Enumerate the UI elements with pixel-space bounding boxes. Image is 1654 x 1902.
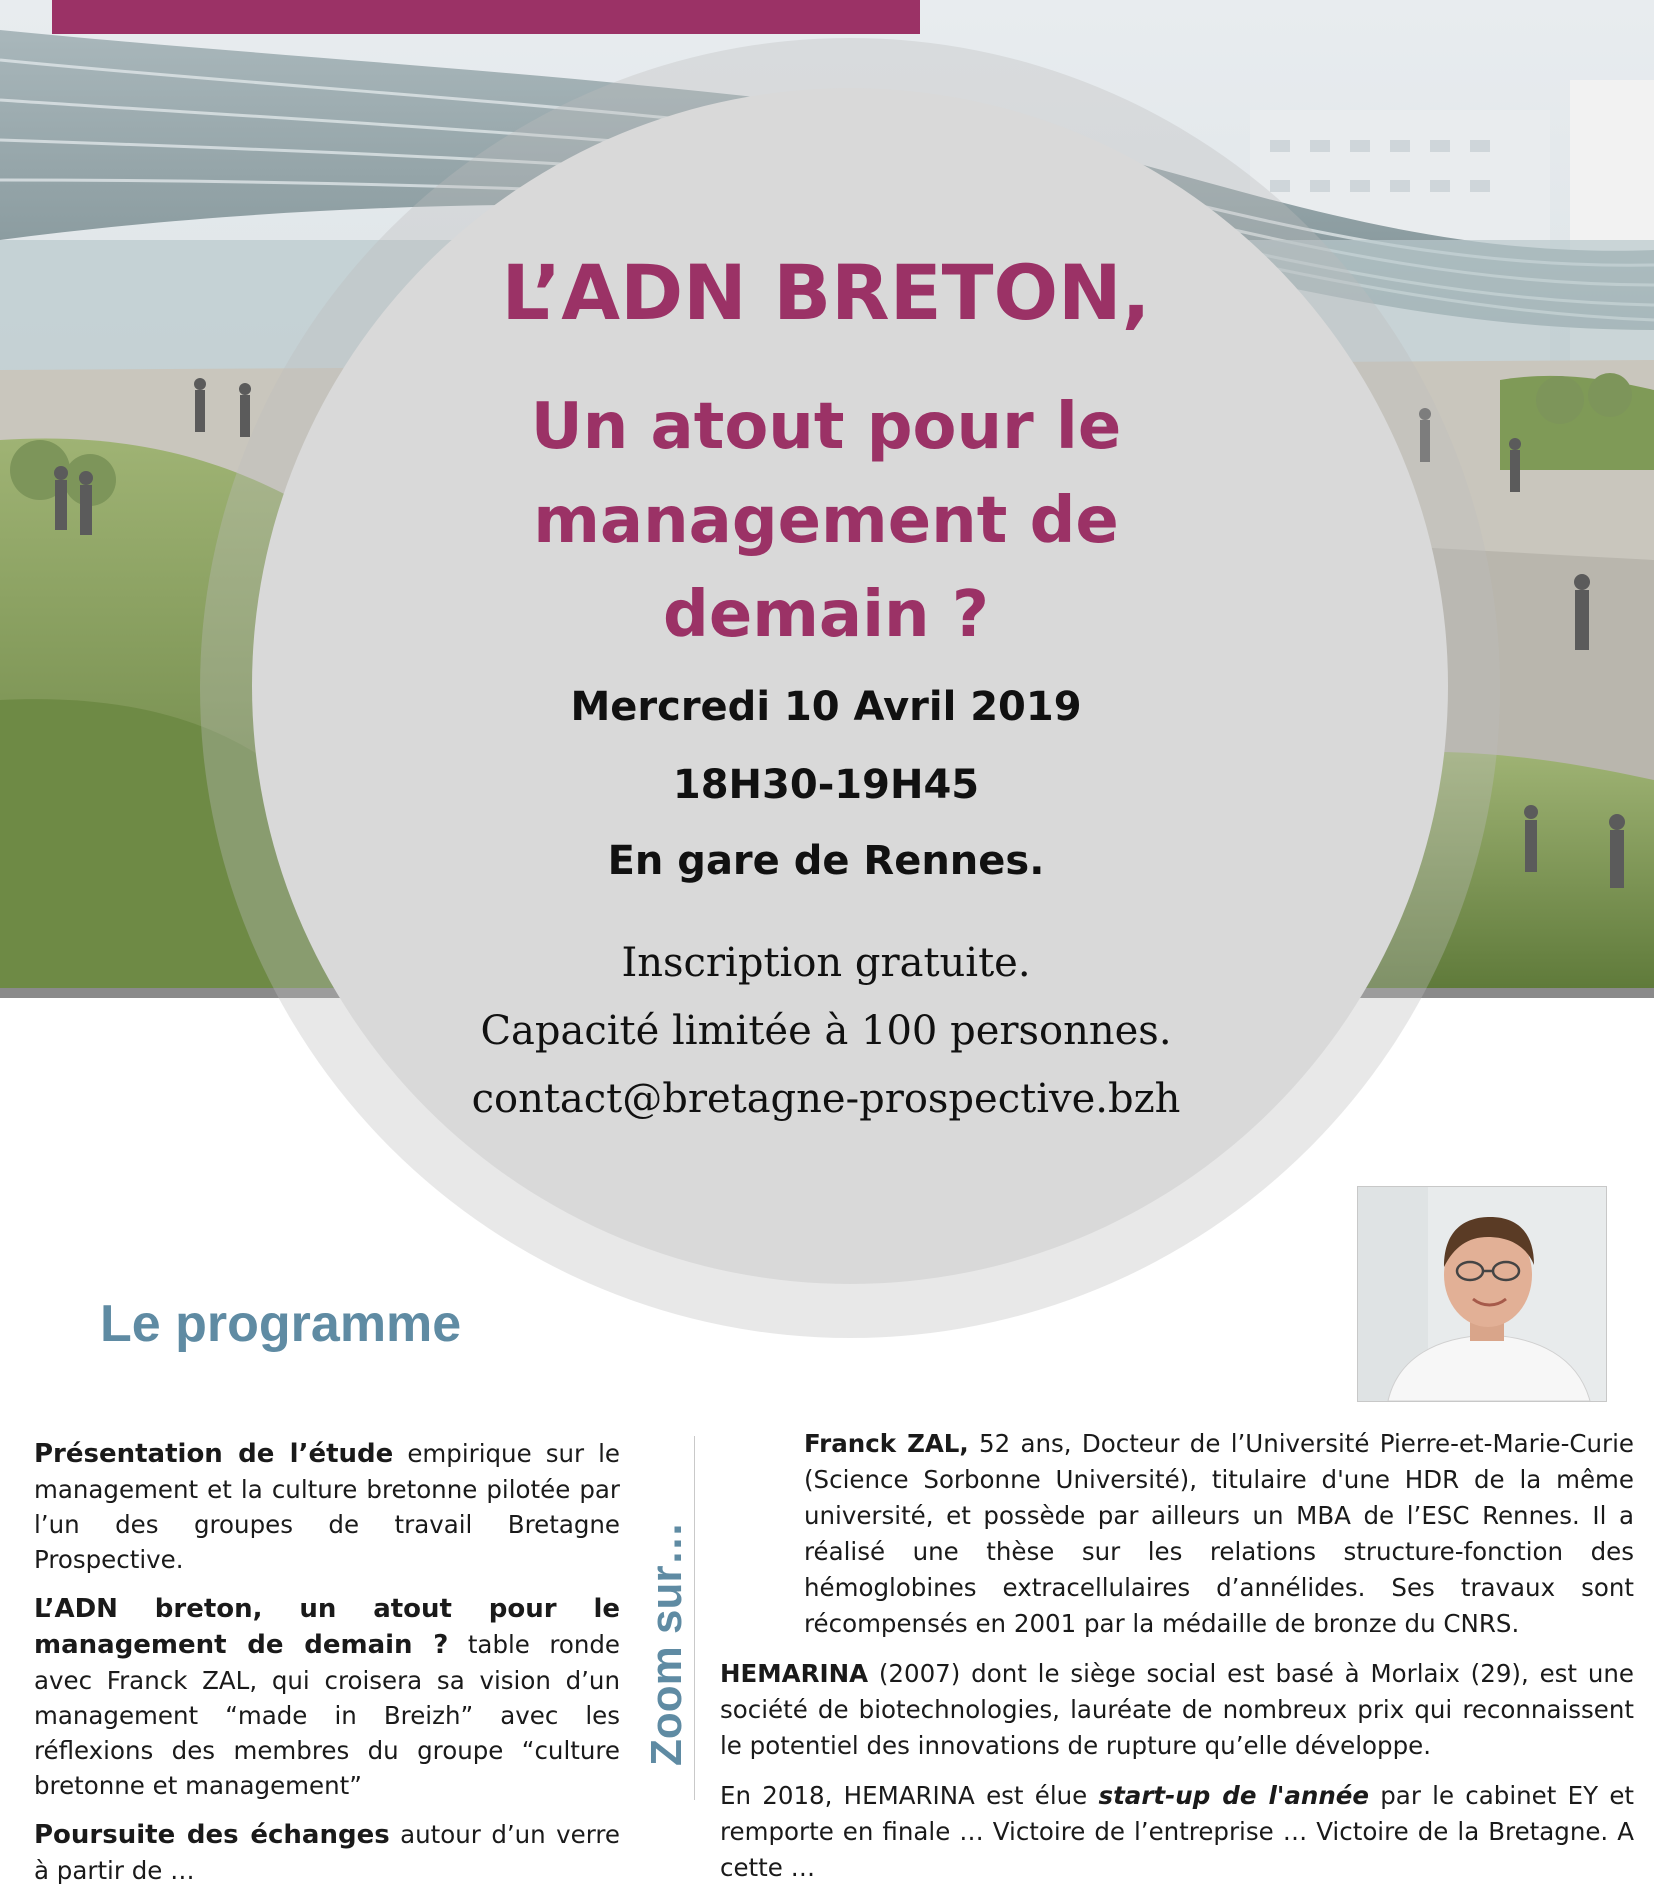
company-text: (2007) dont le siège social est basé à Morlaix (29), est une société de biotechnologies, lauréate de nombreux prix qui reconnaissent le potentiel des innovations de rupture qu’elle développe. [720, 1659, 1634, 1760]
subtitle-line: management de [533, 484, 1119, 558]
programme-item [34, 1817, 620, 1888]
zoom-label: Zoom sur… [642, 1521, 691, 1766]
award-prefix: En 2018, HEMARINA est élue [720, 1781, 1099, 1810]
programme-item-title: Présentation de l’étude [34, 1439, 394, 1469]
award-highlight: start-up de l'année [1098, 1781, 1369, 1810]
bio-paragraph [720, 1426, 1634, 1642]
bio-text: 52 ans, Docteur de l’Université Pierre-et-Marie-Curie (Science Sorbonne Université), titulaire d'une HDR de la même université, et possède par ailleurs un MBA de l’ESC Rennes. Il a réalisé une thèse sur les relations structure-fonction des hémoglobines extracellulaires d’annélides. Ses travaux sont récompensés en 2001 par la médaille de bronze du CNRS. [804, 1429, 1635, 1638]
capacity-note: Capacité limitée à 100 personnes. [480, 1008, 1172, 1054]
portrait-photo [1357, 1186, 1607, 1402]
programme-list [34, 1436, 620, 1902]
column-divider [694, 1436, 695, 1800]
programme-item-text: table ronde avec Franck ZAL, qui croisera sa vision d’un management “made in Breizh” avec les réflexions des membres du groupe “culture bretonne et management” [34, 1630, 620, 1800]
company-paragraph [720, 1656, 1634, 1764]
speaker-bio [720, 1426, 1634, 1900]
speaker-name: Franck ZAL, [804, 1429, 969, 1458]
event-subtitle [252, 380, 1400, 662]
programme-item [34, 1436, 620, 1577]
event-time: 18H30-19H45 [672, 762, 980, 808]
event-place: En gare de Rennes. [607, 838, 1045, 884]
company-name: HEMARINA [720, 1659, 869, 1688]
contact-email[interactable]: contact@bretagne-prospective.bzh [471, 1076, 1181, 1122]
award-suffix: par le cabinet EY et remporte en finale … Victoire de l’entreprise … Victoire de la Bretagne. A cette … [720, 1781, 1634, 1882]
subtitle-line: Un atout pour le [530, 390, 1122, 464]
top-accent-bar [52, 0, 920, 34]
registration-note: Inscription gratuite. [621, 940, 1031, 986]
programme-item-title: L’ADN breton, un atout pour le management de demain ? [34, 1594, 620, 1660]
programme-item-text: autour d’un verre à partir de … [34, 1820, 620, 1885]
programme-item-title: Poursuite des échanges [34, 1820, 390, 1850]
event-date: Mercredi 10 Avril 2019 [570, 684, 1082, 730]
event-title: L’ADN BRETON, [501, 248, 1151, 337]
subtitle-line: demain ? [663, 578, 989, 652]
programme-item [34, 1591, 620, 1803]
programme-heading: Le programme [100, 1295, 462, 1353]
programme-item-text: empirique sur le management et la culture bretonne pilotée par l’un des groupes de travail Bretagne Prospective. [34, 1439, 620, 1574]
award-paragraph [720, 1778, 1634, 1886]
